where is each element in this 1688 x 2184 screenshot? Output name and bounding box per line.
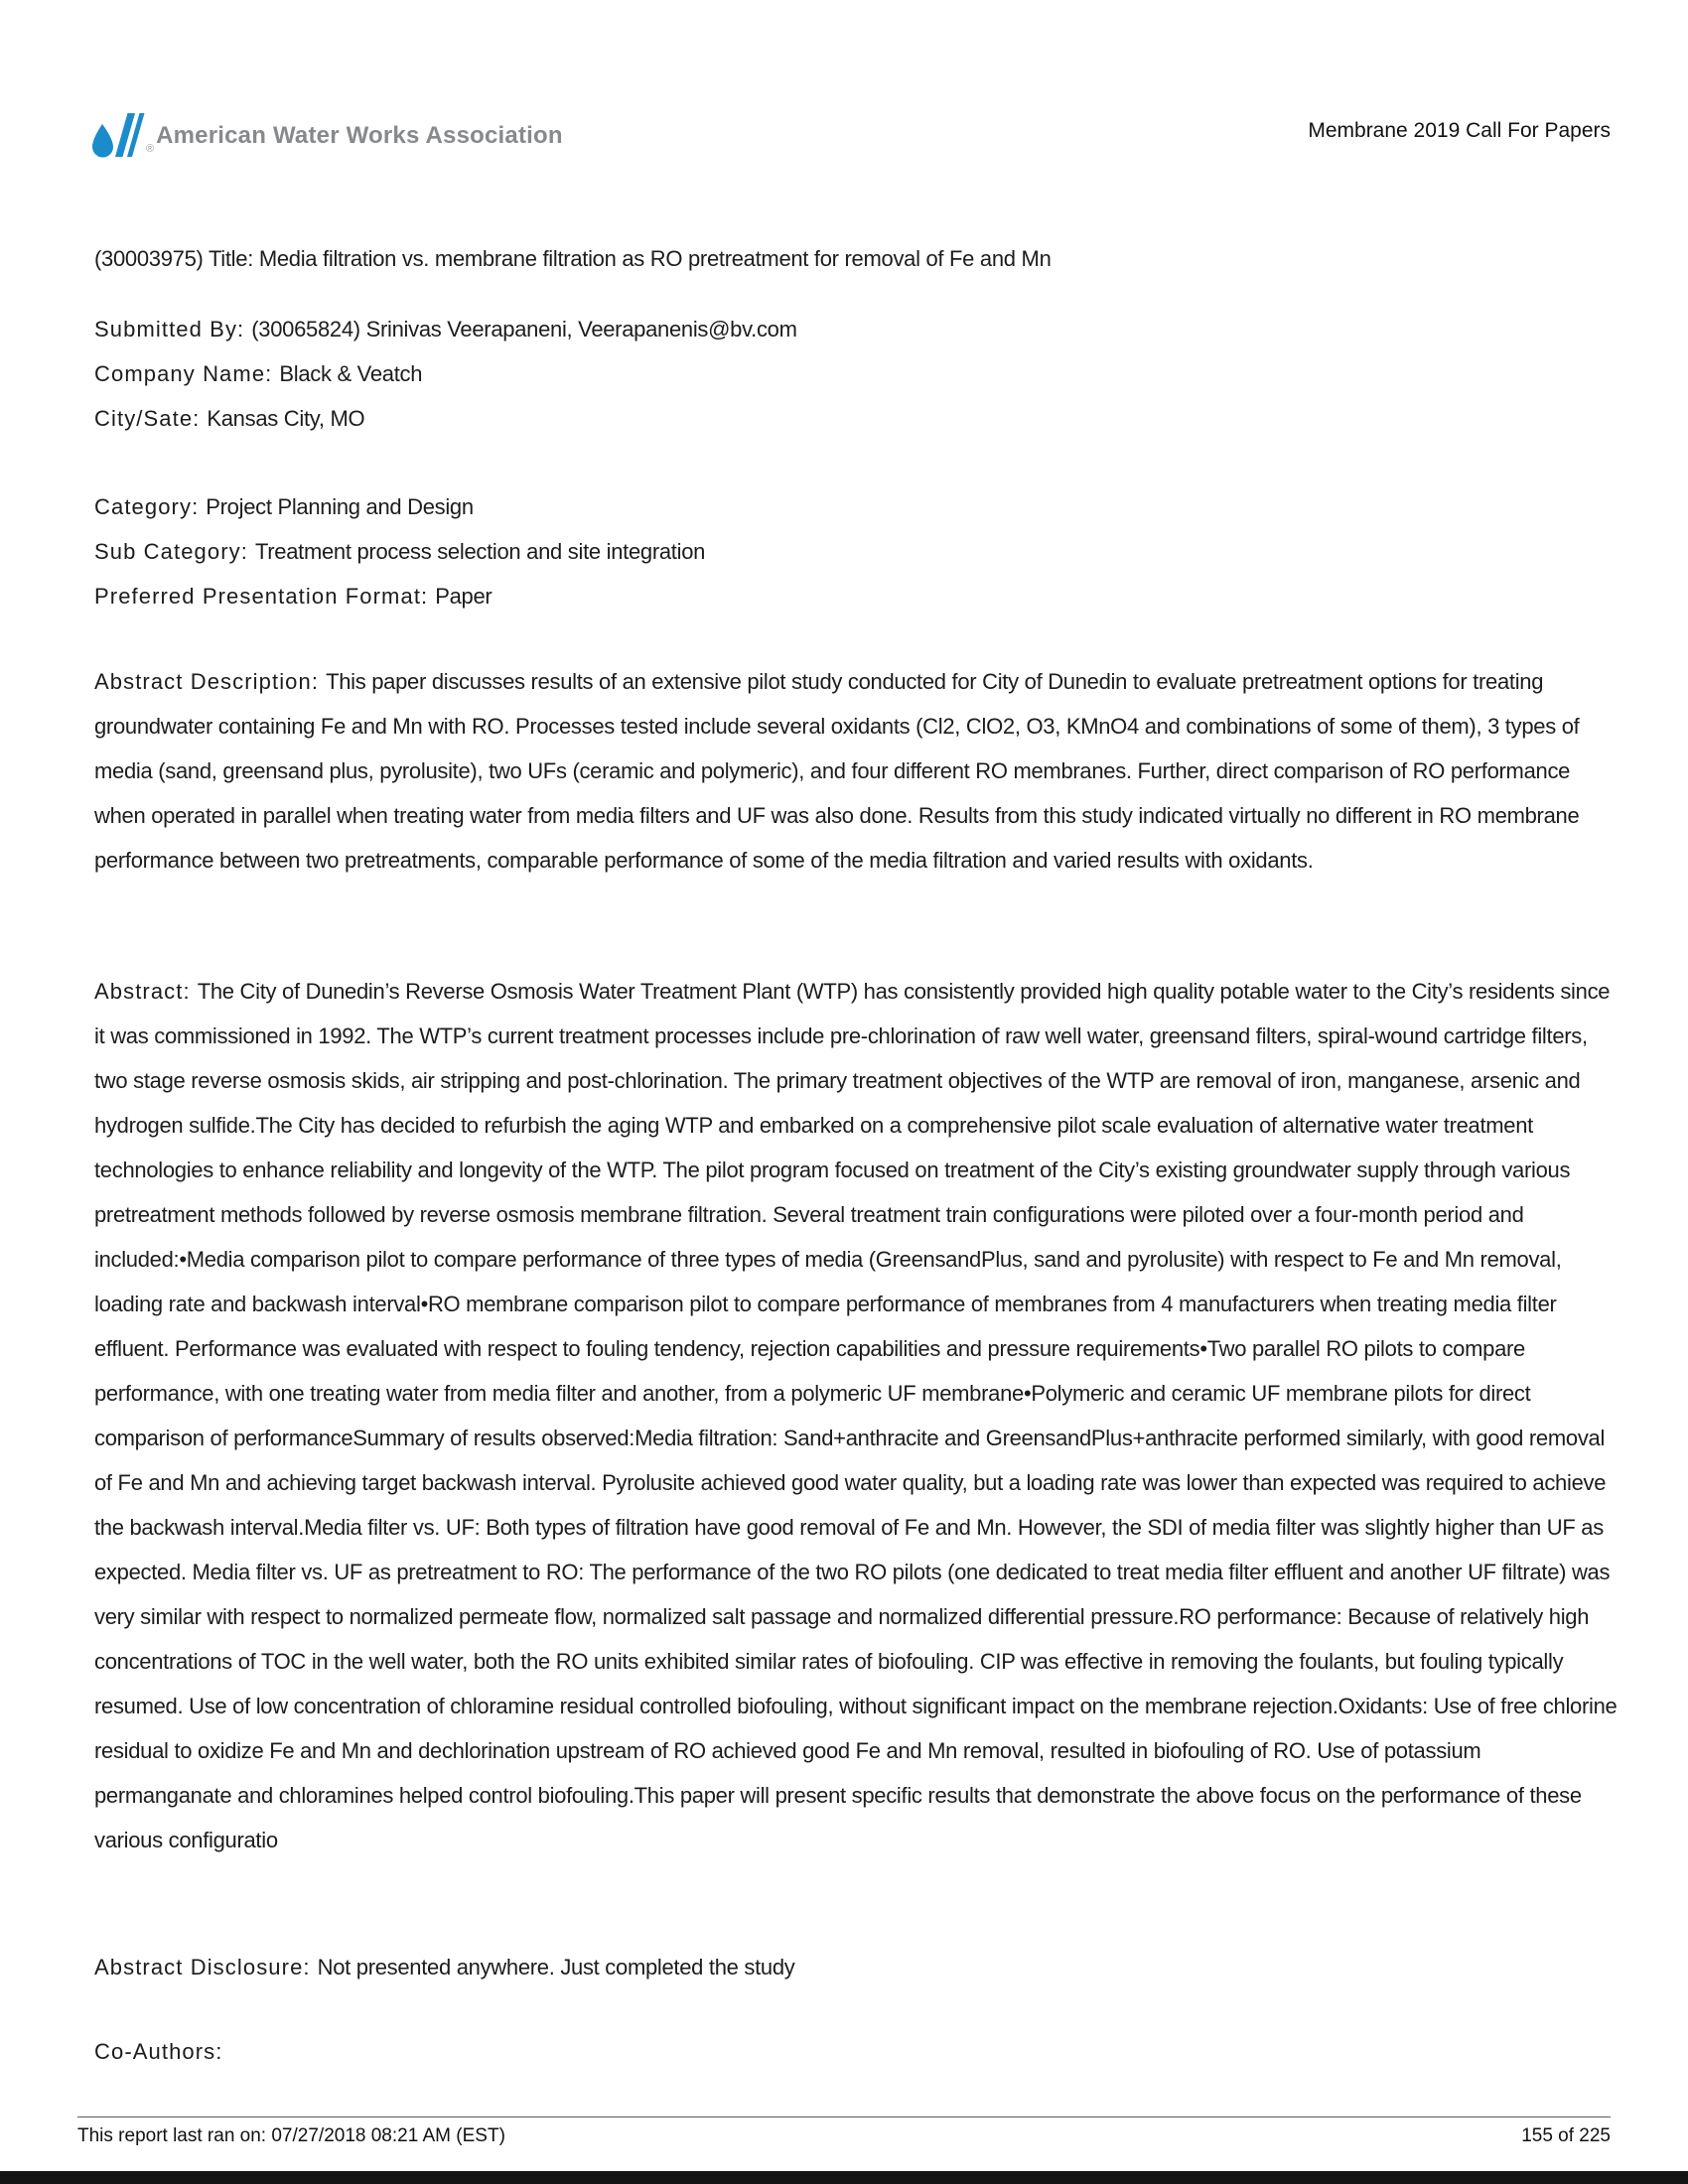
field-value: Not presented anywhere. Just completed the study xyxy=(317,1955,795,1979)
field-label: Company Name: xyxy=(94,361,273,386)
abstract-description-paragraph xyxy=(94,659,1618,883)
abstract-disclosure-line xyxy=(94,1945,795,1989)
presentation-format-line xyxy=(94,574,705,618)
page-footer xyxy=(77,2116,1611,2147)
registered-mark-icon: ® xyxy=(146,143,155,155)
logo-text: American Water Works Association xyxy=(156,122,563,149)
water-drop-icon xyxy=(91,111,145,161)
page-bottom-edge xyxy=(0,2171,1688,2184)
co-authors-line xyxy=(94,2029,229,2074)
submitter-info-block xyxy=(94,307,797,441)
field-value: Black & Veatch xyxy=(279,361,423,386)
category-info-block xyxy=(94,484,705,618)
field-value: Kansas City, MO xyxy=(207,406,365,431)
doc-title: Membrane 2019 Call For Papers xyxy=(1308,119,1611,142)
field-value: The City of Dunedin’s Reverse Osmosis Water Treatment Plant (WTP) has consistently provided high quality potable water to the City’s residents since it was commissioned in 1992. The WTP’s current treatment processes include pre-chlorination of raw well water, greensand filters, spiral-wound cartridge filters, two stage reverse osmosis skids, air stripping and post-chlorination. The primary treatment objectives of the WTP are removal of iron, manganese, arsenic and hydrogen sulfide.The City has decided to refurbish the aging WTP and embarked on a comprehensive pilot scale evaluation of alternative water treatment technologies to enhance reliability and longevity of the WTP. The pilot program focused on treatment of the City’s existing groundwater supply through various pretreatment methods followed by reverse osmosis membrane filtration. Several treatment train configurations were piloted over a four-month period and included:•Media comparison pilot to compare performance of three types of media (GreensandPlus, sand and pyrolusite) with respect to Fe and Mn removal, loading rate and backwash interval•RO membrane comparison pilot to compare performance of membranes from 4 manufacturers when treating media filter effluent. Performance was evaluated with respect to fouling tendency, rejection capabilities and pressure requirements•Two parallel RO pilots to compare performance, with one treating water from media filter and another, from a polymeric UF membrane•Polymeric and ceramic UF membrane pilots for direct comparison of performanceSummary of results observed:Media filtration: Sand+anthracite and GreensandPlus+anthracite performed similarly, with good removal of Fe and Mn and achieving target backwash interval. Pyrolusite achieved good water quality, but a loading rate was lower than expected was required to achieve the backwash interval.Media filter vs. UF: Both types of filtration have good removal of Fe and Mn. However, the SDI of media filter was slightly higher than UF as expected. Media filter vs. UF as pretreatment to RO: The performance of the two RO pilots (one dedicated to treat media filter effluent and another UF filtrate) was very similar with respect to normalized permeate flow, normalized salt passage and normalized differential pressure.RO performance: Because of relatively high concentrations of TOC in the well water, both the RO units exhibited similar rates of biofouling. CIP was effective in removing the foulants, but fouling typically resumed. Use of low concentration of chloramine residual controlled biofouling, without significant impact on the membrane rejection.Oxidants: Use of free chlorine residual to oxidize Fe and Mn and dechlorination upstream of RO achieved good Fe and Mn removal, resulted in biofouling of RO. Use of potassium permanganate and chloramines helped control biofouling.This paper will present specific results that demonstrate the above focus on the performance of these various configuratio xyxy=(94,979,1618,1852)
sub-category-line xyxy=(94,529,705,574)
field-value: Project Planning and Design xyxy=(206,494,474,519)
field-label: Submitted By: xyxy=(94,317,245,341)
field-label: Abstract Description: xyxy=(94,669,320,694)
field-value: This paper discusses results of an extensive pilot study conducted for City of Dunedin to evaluate pretreatment options for treating groundwater containing Fe and Mn with RO. Processes tested include several oxidants (Cl2, ClO2, O3, KMnO4 and combinations of some of them), 3 types of media (sand, greensand plus, pyrolusite), two UFs (ceramic and polymeric), and four different RO membranes. Further, direct comparison of RO performance when operated in parallel when treating water from media filters and UF was also done. Results from this study indicated virtually no different in RO membrane performance between two pretreatments, comparable performance of some of the media filtration and varied results with oxidants. xyxy=(94,669,1580,873)
city-state-line xyxy=(94,396,797,441)
category-line xyxy=(94,484,705,529)
field-label: Abstract: xyxy=(94,979,191,1004)
field-value: Treatment process selection and site integration xyxy=(254,539,706,564)
submission-title-line: (30003975) Title: Media filtration vs. membrane filtration as RO pretreatment for removal of Fe and Mn xyxy=(94,246,1052,271)
field-label: Abstract Disclosure: xyxy=(94,1955,311,1979)
field-label: Preferred Presentation Format: xyxy=(94,584,429,609)
page-number: 155 of 225 xyxy=(1521,2125,1611,2146)
submitted-by-line xyxy=(94,307,797,351)
field-label: Category: xyxy=(94,494,200,519)
awwa-logo xyxy=(91,111,563,161)
field-label: Sub Category: xyxy=(94,539,248,564)
company-name-line xyxy=(94,351,797,396)
field-label: Co-Authors: xyxy=(94,2039,223,2064)
abstract-paragraph xyxy=(94,969,1618,1862)
field-label: City/Sate: xyxy=(94,406,201,431)
report-timestamp: This report last ran on: 07/27/2018 08:21 AM (EST) xyxy=(77,2125,505,2146)
field-value: Paper xyxy=(435,584,492,609)
field-value: (30065824) Srinivas Veerapaneni, Veerapanenis@bv.com xyxy=(251,317,797,341)
